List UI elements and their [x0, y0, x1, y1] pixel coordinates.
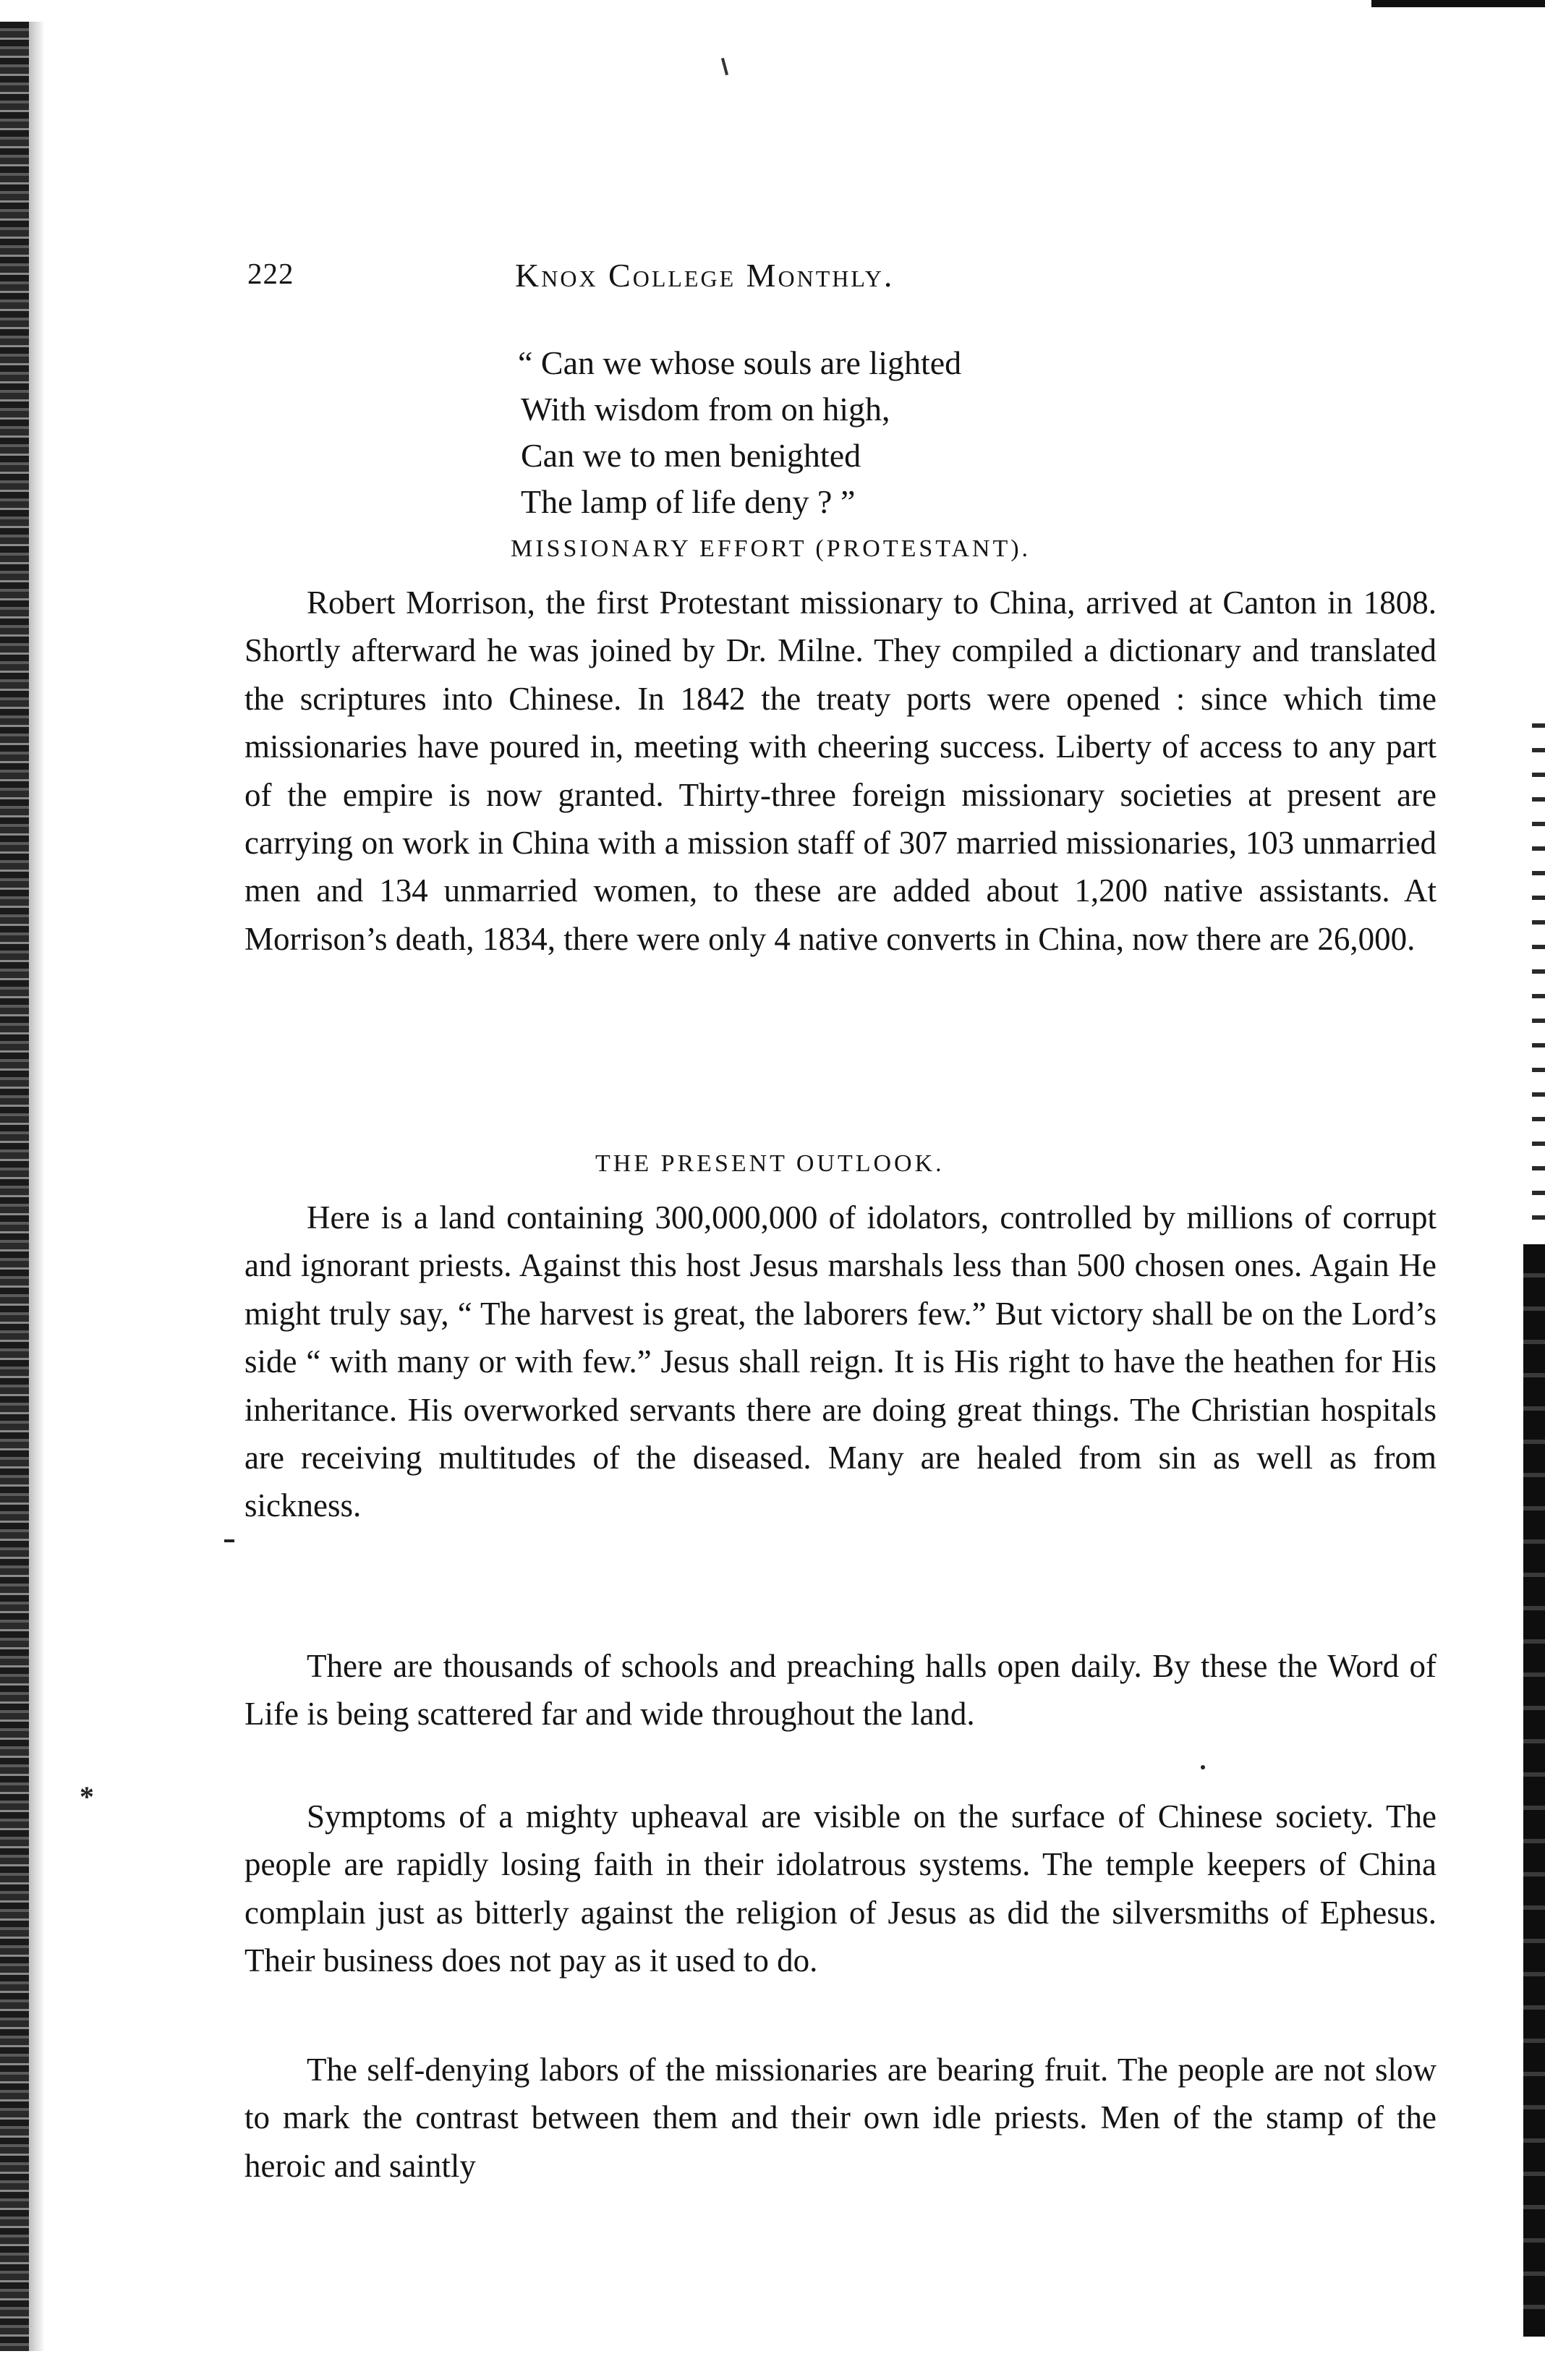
verse-line: With wisdom from on high,: [521, 391, 890, 428]
paragraph-missionary-effort: Robert Morrison, the first Protestant missionary to China, arrived at Canton in 1808. Shortly afterward he was joined by Dr. Milne. They compiled a dictionary and translated the scriptures into Chinese. In 1842 the treaty ports were opened : since which time missionaries have poured in, meeting with cheering success. Liberty of access to any part of the empire is now granted. Thirty-three foreign missionary societies at present are carrying on work in China with a mission staff of 307 married missionaries, 103 unmarried men and 134 unmarried women, to these are added about 1,200 native assistants. At Morrison’s death, 1834, there were only 4 native converts in China, now there are 26,000.: [244, 585, 1437, 957]
binding-shadow: [29, 22, 45, 2351]
paragraph-outlook-1: Here is a land containing 300,000,000 of idolators, controlled by millions of corrupt and ignorant priests. Against this host Jesus marshals less than 500 chosen ones. Again He might truly say, “ The harvest is great, the laborers few.” But victory shall be on the Lord’s side “ with many or with few.” Jesus shall reign. It is His right to have the heathen for His inheritance. His overworked servants there are doing great things. The Christian hospitals are receiving multitudes of the diseased. Many are healed from sin as well as from sickness.: [244, 1199, 1437, 1524]
right-edge-marks: [1532, 723, 1545, 1230]
paragraph-outlook-3: Symptoms of a mighty upheaval are visible on the surface of Chinese society. The people are rapidly losing faith in their idolatrous systems. The temple keepers of China complain just as bitterly against the religion of Jesus as did the silversmiths of Ephesus. Their business does not pay as it used to do.: [244, 1798, 1437, 1979]
verse-line: “ Can we whose souls are lighted: [518, 344, 962, 381]
section-heading-missionary-effort: MISSIONARY EFFORT (PROTESTANT).: [511, 535, 1031, 562]
section-heading-present-outlook: THE PRESENT OUTLOOK.: [595, 1150, 945, 1177]
paragraph-outlook-4: The self-denying labors of the missionaries are bearing fruit. The people are not slow to mark the contrast between them and their own idle priests. Men of the stamp of the heroic and saintly: [244, 2052, 1437, 2184]
margin-dash-mark: [224, 1539, 234, 1542]
running-title: Knox College Monthly.: [515, 257, 895, 294]
page-header: [247, 256, 1419, 299]
binding-edge: [0, 22, 29, 2351]
top-edge-rule: [1371, 0, 1545, 7]
page-number: 222: [247, 257, 294, 290]
scan-speck: [721, 58, 728, 75]
right-edge-scan: [1523, 1244, 1545, 2337]
verse-line: The lamp of life deny ? ”: [521, 483, 856, 520]
verse-line: Can we to men benighted: [521, 437, 861, 474]
stray-dot-mark: [1201, 1765, 1205, 1769]
paragraph-outlook-2: There are thousands of schools and preaching halls open daily. By these the Word of Life is being scattered far and wide throughout the land.: [244, 1648, 1437, 1733]
margin-asterisk: *: [80, 1780, 94, 1813]
verse-quotation: [518, 340, 1386, 525]
